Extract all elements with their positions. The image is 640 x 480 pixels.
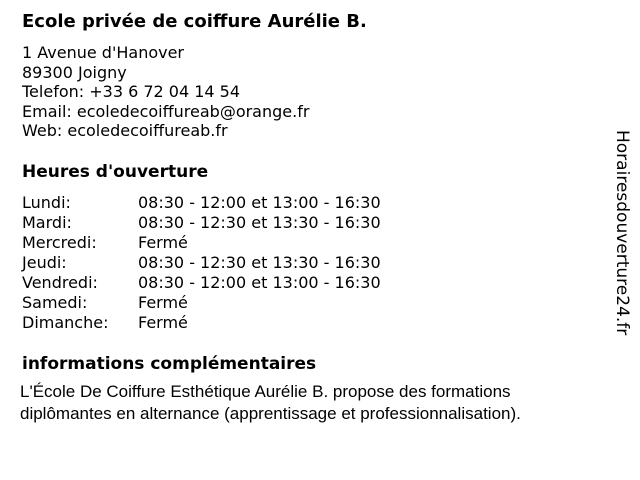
hours-row-sunday: [22, 313, 381, 333]
business-name-title: Ecole privée de coiffure Aurélie B.: [22, 11, 367, 32]
hours-row-monday: [22, 193, 381, 213]
hours-heading: Heures d'ouverture: [22, 162, 209, 182]
address-line-1: 1 Avenue d'Hanover: [22, 43, 185, 62]
info-line-1: L'École De Coiffure Esthétique Aurélie B. propose des formations: [20, 382, 511, 401]
day-label: Samedi:: [22, 293, 88, 312]
day-label: Mardi:: [22, 213, 72, 232]
site-watermark-vertical-text: Horairesdouverture24.fr: [612, 130, 632, 336]
hours-row-friday: [22, 273, 381, 293]
info-line-2: diplômantes en alternance (apprentissage et professionnalisation).: [20, 404, 521, 423]
day-hours: Fermé: [138, 313, 188, 332]
phone-line: Telefon: +33 6 72 04 14 54: [22, 82, 241, 101]
day-hours: 08:30 - 12:00 et 13:00 - 16:30: [138, 193, 381, 212]
day-label: Mercredi:: [22, 233, 97, 252]
day-label: Jeudi:: [22, 253, 67, 272]
day-hours: 08:30 - 12:00 et 13:00 - 16:30: [138, 273, 381, 292]
hours-row-tuesday: [22, 213, 381, 233]
hours-row-thursday: [22, 253, 381, 273]
hours-row-saturday: [22, 293, 381, 313]
day-label: Dimanche:: [22, 313, 109, 332]
address-line-2: 89300 Joigny: [22, 62, 127, 82]
day-hours: Fermé: [138, 233, 188, 252]
day-hours: 08:30 - 12:30 et 13:30 - 16:30: [138, 213, 381, 232]
day-label: Lundi:: [22, 193, 71, 212]
contact-block: [22, 43, 309, 141]
hours-table: [22, 193, 381, 333]
additional-info-paragraph: [20, 381, 521, 425]
web-line: Web: ecoledecoiffureab.fr: [22, 121, 228, 140]
day-label: Vendredi:: [22, 273, 98, 292]
hours-row-wednesday: [22, 233, 381, 253]
additional-info-heading: informations complémentaires: [22, 354, 317, 374]
day-hours: 08:30 - 12:30 et 13:30 - 16:30: [138, 253, 381, 272]
day-hours: Fermé: [138, 293, 188, 312]
email-line: Email: ecoledecoiffureab@orange.fr: [22, 101, 310, 121]
